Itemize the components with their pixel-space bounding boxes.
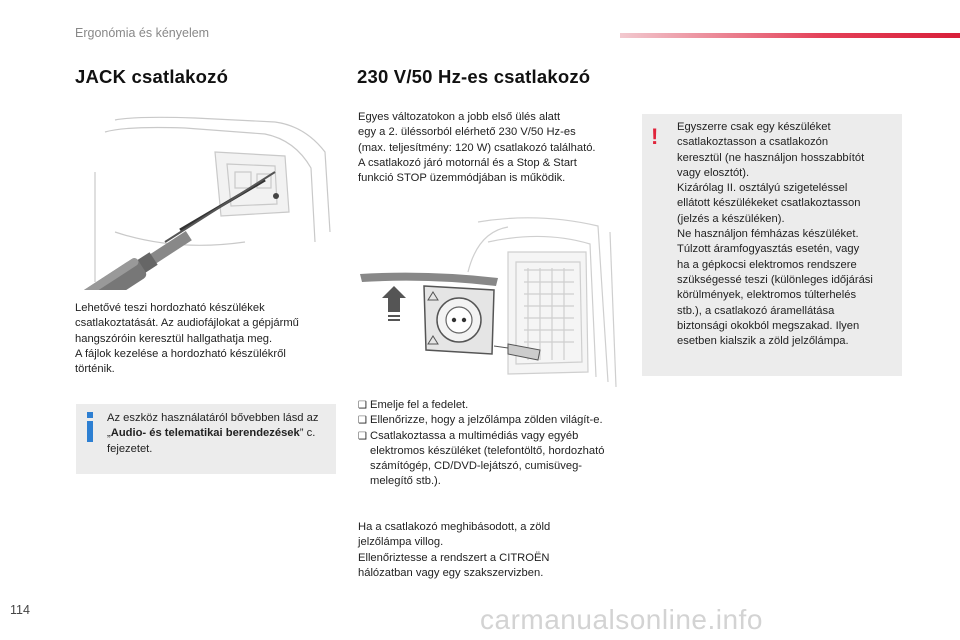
warning-line: biztonsági okokból megszakad. Ilyen [677, 319, 860, 332]
fault-line: Ellenőriztesse a rendszert a CITROËN [358, 551, 550, 564]
warning-line: stb.), a csatlakozó áramellátása [677, 304, 835, 317]
warning-line: Egyszerre csak egy készüléket [677, 121, 831, 133]
section-header: Ergonómia és kényelem [75, 26, 210, 40]
warning-line: keresztül (ne használjon hosszabbítót [677, 151, 865, 164]
socket-fault-text [358, 520, 628, 581]
jack-desc-line: A fájlok kezelése a hordozható készülékről [75, 347, 286, 360]
square-bullet-icon: ❑ [358, 415, 367, 427]
socket-intro-line: (max. teljesítmény: 120 W) csatlakozó található. [358, 141, 596, 154]
jack-desc-line: Lehetővé teszi hordozható készülékek [75, 302, 265, 314]
jack-illustration [75, 112, 335, 290]
info-text-bold: Audio- és telematikai berendezések [110, 427, 300, 440]
socket-intro-line: egy a 2. üléssorból elérhető 230 V/50 Hz-es [358, 126, 576, 139]
square-bullet-icon: ❑ [358, 430, 367, 442]
info-text-pre: Az eszköz használatáról bővebben lásd az „ [107, 412, 319, 440]
jack-title: JACK csatlakozó [75, 66, 229, 87]
jack-desc-line: csatlakoztatását. Az audiofájlokat a gépjármű [75, 317, 299, 330]
step-text: Csatlakoztassa a multimédiás vagy egyéb elektromos készüléket (telefontöltő, hordozható számítógép, CD/DVD-lejátszó, cumisüveg-melegítő stb.). [370, 429, 605, 488]
warning-line: Túlzott áramfogyasztás esetén, vagy [677, 243, 860, 256]
warning-text [677, 120, 899, 349]
info-text [107, 411, 327, 457]
fault-line: Ha a csatlakozó meghibásodott, a zöld [358, 521, 551, 533]
socket-intro-line: Egyes változatokon a jobb első ülés alatt [358, 111, 561, 123]
watermark: carmanualsonline.info [480, 604, 763, 635]
header-red-rule [620, 33, 960, 38]
square-bullet-icon: ❑ [358, 400, 367, 411]
warning-line: szükségessé teszi (különleges időjárási [677, 273, 873, 286]
socket-intro [358, 110, 628, 186]
fault-line: hálózatban vagy egy szakszervizben. [358, 566, 544, 579]
warning-box [642, 114, 902, 376]
socket-illustration [358, 212, 618, 392]
warning-line: körülmények, elektromos túlterhelés [677, 289, 857, 302]
warning-line: Ne használjon fémházas készüléket. [677, 228, 859, 241]
warning-line: esetben kialszik a zöld jelzőlámpa. [677, 335, 849, 348]
step-text: Ellenőrizze, hogy a jelzőlámpa zölden világít-e. [370, 414, 603, 427]
socket-steps [358, 398, 623, 490]
list-item [358, 429, 623, 490]
jack-desc-line: történik. [75, 363, 115, 376]
warning-line: vagy elosztót). [677, 166, 750, 179]
fault-line: jelzőlámpa villog. [358, 536, 444, 549]
socket-intro-line: funkció STOP üzemmódjában is működik. [358, 172, 566, 185]
warning-line: Kizárólag II. osztályú szigeteléssel [677, 182, 848, 195]
socket-title: 230 V/50 Hz-es csatlakozó [357, 66, 591, 87]
warning-line: (jelzés a készüléken). [677, 212, 785, 225]
info-box [76, 404, 336, 474]
jack-description [75, 301, 340, 377]
warning-line: ha a gépkocsi elektromos rendszere [677, 258, 857, 271]
info-text-post: ” c. fejezetet. [107, 427, 316, 455]
step-text: Emelje fel a fedelet. [370, 399, 469, 411]
list-item [358, 398, 623, 413]
warning-line: csatlakoztasson a csatlakozón [677, 136, 829, 149]
info-icon [86, 412, 94, 442]
socket-intro-line: A csatlakozó járó motornál és a Stop & Start [358, 156, 577, 169]
warning-line: ellátott készülékeket csatlakoztasson [677, 197, 861, 210]
list-item [358, 413, 623, 428]
jack-desc-line: hangszóróin keresztül hallgathatja meg. [75, 332, 273, 345]
page-number: 114 [10, 603, 30, 617]
warning-exclamation-icon: ! [651, 124, 659, 149]
